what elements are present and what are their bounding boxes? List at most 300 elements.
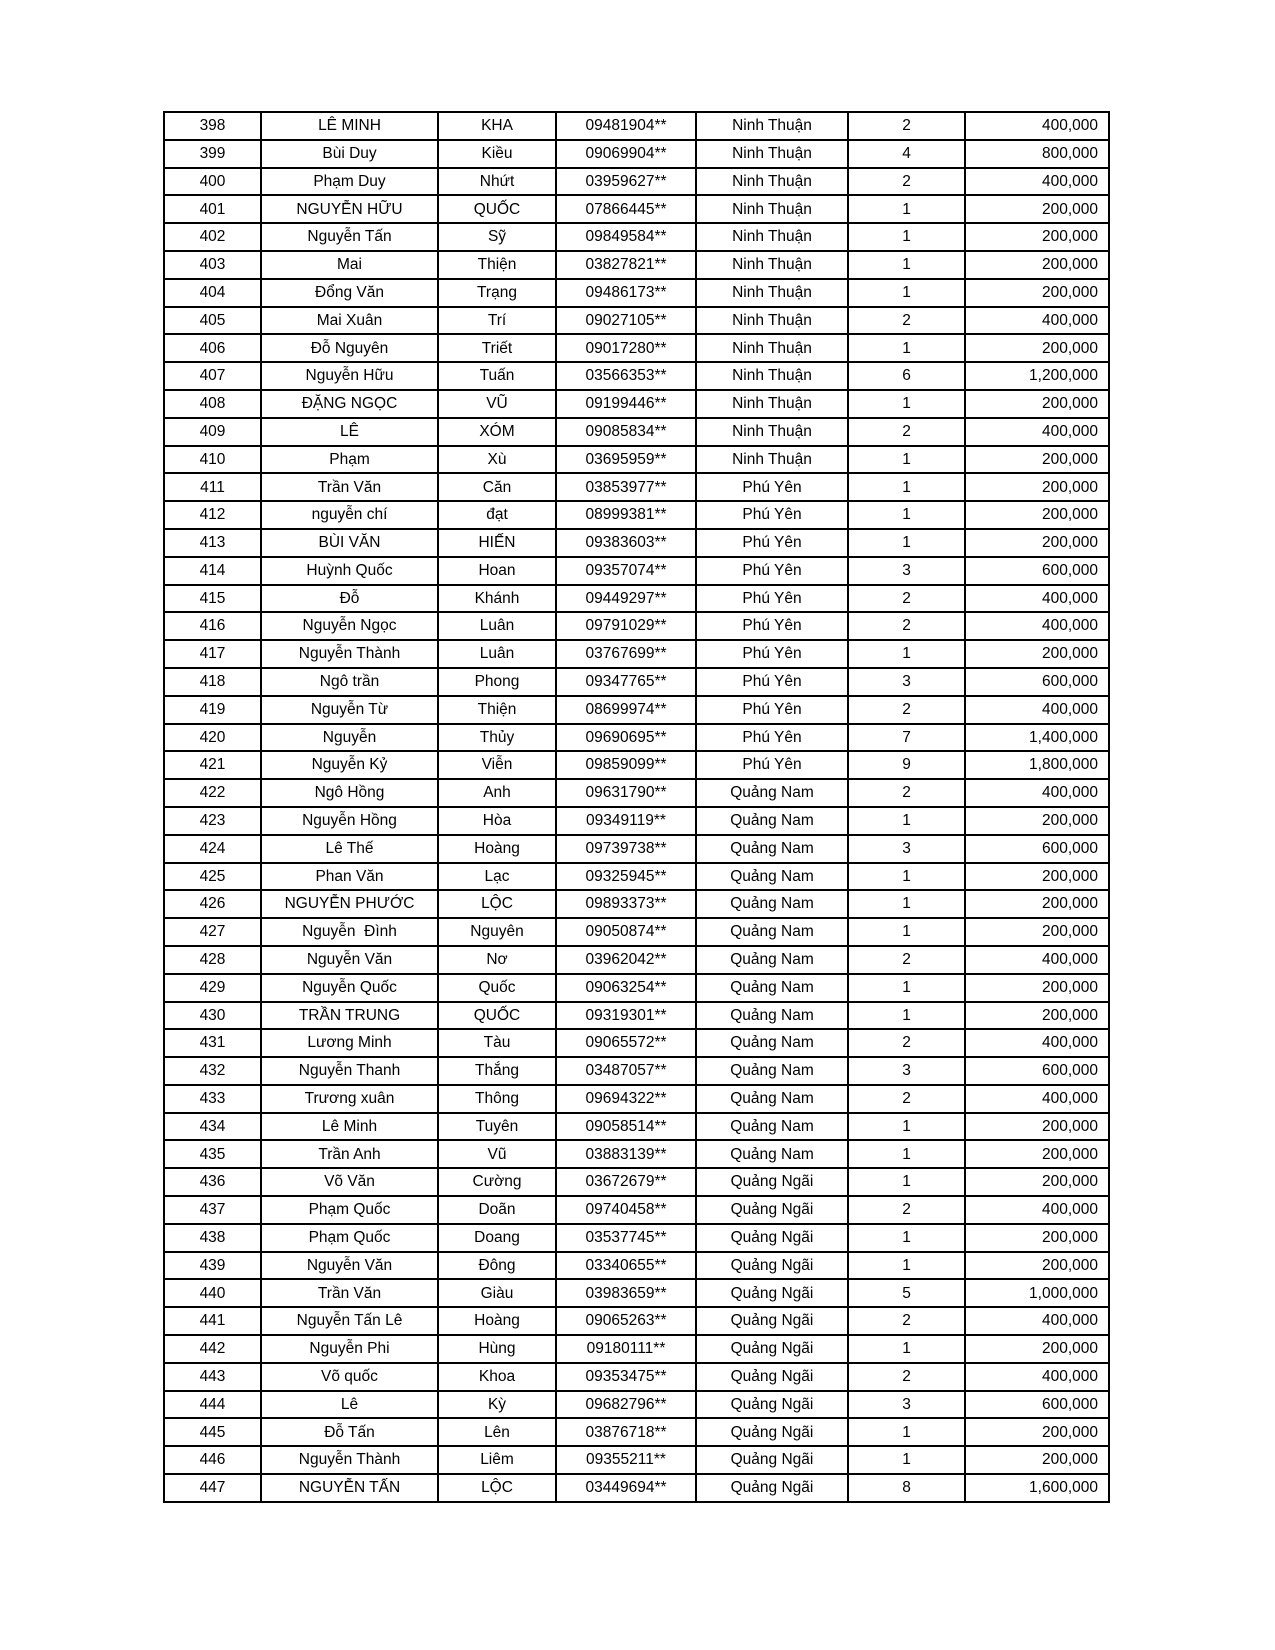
cell-amount: 200,000 xyxy=(965,1224,1109,1252)
cell-first-middle-name: Trần Văn xyxy=(261,473,438,501)
cell-first-middle-name: Phan Văn xyxy=(261,863,438,891)
cell-phone-masked: 09355211** xyxy=(556,1446,696,1474)
cell-province: Ninh Thuận xyxy=(696,168,848,196)
cell-quantity: 1 xyxy=(848,974,965,1002)
table-row xyxy=(164,1307,1109,1335)
cell-last-name: Thắng xyxy=(438,1057,556,1085)
beneficiary-table xyxy=(163,111,1110,1503)
cell-first-middle-name: LÊ MINH xyxy=(261,112,438,140)
cell-amount: 200,000 xyxy=(965,1418,1109,1446)
cell-phone-masked: 09859099** xyxy=(556,751,696,779)
cell-first-middle-name: Nguyễn Ngọc xyxy=(261,612,438,640)
cell-row-number: 428 xyxy=(164,946,261,974)
table-row xyxy=(164,779,1109,807)
table-row xyxy=(164,473,1109,501)
cell-first-middle-name: ĐẶNG NGỌC xyxy=(261,390,438,418)
cell-amount: 400,000 xyxy=(965,1307,1109,1335)
cell-last-name: Nơ xyxy=(438,946,556,974)
cell-last-name: LỘC xyxy=(438,890,556,918)
cell-province: Quảng Ngãi xyxy=(696,1279,848,1307)
cell-quantity: 1 xyxy=(848,279,965,307)
cell-amount: 600,000 xyxy=(965,557,1109,585)
cell-last-name: đạt xyxy=(438,501,556,529)
cell-row-number: 398 xyxy=(164,112,261,140)
cell-row-number: 411 xyxy=(164,473,261,501)
table-row xyxy=(164,974,1109,1002)
cell-last-name: VŨ xyxy=(438,390,556,418)
cell-quantity: 1 xyxy=(848,473,965,501)
cell-province: Ninh Thuận xyxy=(696,418,848,446)
cell-first-middle-name: Đổng Văn xyxy=(261,279,438,307)
cell-amount: 200,000 xyxy=(965,1140,1109,1168)
table-row xyxy=(164,1446,1109,1474)
cell-row-number: 431 xyxy=(164,1029,261,1057)
cell-quantity: 1 xyxy=(848,1113,965,1141)
cell-quantity: 1 xyxy=(848,334,965,362)
cell-province: Quảng Ngãi xyxy=(696,1252,848,1280)
cell-quantity: 2 xyxy=(848,1307,965,1335)
cell-amount: 400,000 xyxy=(965,612,1109,640)
table-row xyxy=(164,1168,1109,1196)
cell-phone-masked: 09739738** xyxy=(556,835,696,863)
cell-amount: 1,400,000 xyxy=(965,724,1109,752)
table-row xyxy=(164,640,1109,668)
cell-amount: 1,200,000 xyxy=(965,362,1109,390)
cell-first-middle-name: Trần Văn xyxy=(261,1279,438,1307)
cell-first-middle-name: Đỗ Nguyên xyxy=(261,334,438,362)
cell-province: Ninh Thuận xyxy=(696,140,848,168)
cell-first-middle-name: Huỳnh Quốc xyxy=(261,557,438,585)
cell-last-name: Sỹ xyxy=(438,223,556,251)
cell-last-name: HIẾN xyxy=(438,529,556,557)
cell-last-name: Tuấn xyxy=(438,362,556,390)
cell-province: Ninh Thuận xyxy=(696,223,848,251)
cell-amount: 200,000 xyxy=(965,195,1109,223)
table-row xyxy=(164,1196,1109,1224)
cell-first-middle-name: Ngô trần xyxy=(261,668,438,696)
cell-amount: 800,000 xyxy=(965,140,1109,168)
cell-amount: 200,000 xyxy=(965,279,1109,307)
cell-phone-masked: 09893373** xyxy=(556,890,696,918)
cell-row-number: 419 xyxy=(164,696,261,724)
cell-row-number: 406 xyxy=(164,334,261,362)
cell-last-name: Doang xyxy=(438,1224,556,1252)
cell-quantity: 2 xyxy=(848,585,965,613)
cell-quantity: 2 xyxy=(848,1085,965,1113)
cell-last-name: Thủy xyxy=(438,724,556,752)
cell-province: Phú Yên xyxy=(696,585,848,613)
cell-amount: 200,000 xyxy=(965,1446,1109,1474)
cell-province: Ninh Thuận xyxy=(696,362,848,390)
cell-province: Quảng Nam xyxy=(696,946,848,974)
cell-quantity: 1 xyxy=(848,1418,965,1446)
cell-row-number: 400 xyxy=(164,168,261,196)
cell-province: Quảng Ngãi xyxy=(696,1474,848,1502)
cell-row-number: 407 xyxy=(164,362,261,390)
cell-phone-masked: 03983659** xyxy=(556,1279,696,1307)
cell-phone-masked: 03959627** xyxy=(556,168,696,196)
table-row xyxy=(164,418,1109,446)
cell-phone-masked: 09849584** xyxy=(556,223,696,251)
cell-quantity: 8 xyxy=(848,1474,965,1502)
cell-last-name: Hoàng xyxy=(438,1307,556,1335)
cell-row-number: 429 xyxy=(164,974,261,1002)
cell-phone-masked: 03566353** xyxy=(556,362,696,390)
cell-phone-masked: 03537745** xyxy=(556,1224,696,1252)
cell-row-number: 412 xyxy=(164,501,261,529)
cell-province: Quảng Ngãi xyxy=(696,1363,848,1391)
cell-quantity: 2 xyxy=(848,696,965,724)
cell-amount: 600,000 xyxy=(965,835,1109,863)
table-row xyxy=(164,307,1109,335)
cell-row-number: 415 xyxy=(164,585,261,613)
cell-row-number: 438 xyxy=(164,1224,261,1252)
cell-first-middle-name: TRẦN TRUNG xyxy=(261,1002,438,1030)
cell-amount: 400,000 xyxy=(965,168,1109,196)
cell-first-middle-name: Lê Minh xyxy=(261,1113,438,1141)
cell-phone-masked: 09027105** xyxy=(556,307,696,335)
cell-last-name: Quốc xyxy=(438,974,556,1002)
cell-last-name: Xù xyxy=(438,446,556,474)
cell-row-number: 409 xyxy=(164,418,261,446)
cell-phone-masked: 09383603** xyxy=(556,529,696,557)
table-row xyxy=(164,529,1109,557)
table-row xyxy=(164,390,1109,418)
cell-amount: 200,000 xyxy=(965,501,1109,529)
cell-last-name: Giàu xyxy=(438,1279,556,1307)
cell-row-number: 408 xyxy=(164,390,261,418)
cell-phone-masked: 03340655** xyxy=(556,1252,696,1280)
cell-amount: 600,000 xyxy=(965,668,1109,696)
cell-amount: 400,000 xyxy=(965,1085,1109,1113)
table-row xyxy=(164,112,1109,140)
cell-first-middle-name: Ngô Hồng xyxy=(261,779,438,807)
cell-phone-masked: 09486173** xyxy=(556,279,696,307)
cell-province: Quảng Nam xyxy=(696,1029,848,1057)
cell-last-name: Khánh xyxy=(438,585,556,613)
cell-row-number: 416 xyxy=(164,612,261,640)
cell-last-name: Doãn xyxy=(438,1196,556,1224)
cell-amount: 400,000 xyxy=(965,1029,1109,1057)
cell-last-name: Phong xyxy=(438,668,556,696)
cell-phone-masked: 09085834** xyxy=(556,418,696,446)
table-row xyxy=(164,863,1109,891)
cell-province: Quảng Nam xyxy=(696,890,848,918)
cell-row-number: 433 xyxy=(164,1085,261,1113)
cell-first-middle-name: Đỗ Tấn xyxy=(261,1418,438,1446)
table-row xyxy=(164,334,1109,362)
cell-province: Quảng Ngãi xyxy=(696,1168,848,1196)
cell-phone-masked: 09199446** xyxy=(556,390,696,418)
table-row xyxy=(164,1113,1109,1141)
cell-first-middle-name: Phạm Quốc xyxy=(261,1224,438,1252)
cell-last-name: Liêm xyxy=(438,1446,556,1474)
cell-province: Quảng Ngãi xyxy=(696,1335,848,1363)
cell-row-number: 402 xyxy=(164,223,261,251)
cell-phone-masked: 08699974** xyxy=(556,696,696,724)
cell-amount: 200,000 xyxy=(965,529,1109,557)
cell-last-name: Nhứt xyxy=(438,168,556,196)
cell-phone-masked: 09449297** xyxy=(556,585,696,613)
cell-amount: 1,000,000 xyxy=(965,1279,1109,1307)
cell-row-number: 405 xyxy=(164,307,261,335)
cell-last-name: Tuyên xyxy=(438,1113,556,1141)
cell-province: Phú Yên xyxy=(696,529,848,557)
cell-row-number: 403 xyxy=(164,251,261,279)
cell-amount: 600,000 xyxy=(965,1057,1109,1085)
cell-last-name: Căn xyxy=(438,473,556,501)
cell-last-name: Tàu xyxy=(438,1029,556,1057)
cell-last-name: Nguyên xyxy=(438,918,556,946)
cell-quantity: 1 xyxy=(848,1140,965,1168)
cell-row-number: 435 xyxy=(164,1140,261,1168)
table-row xyxy=(164,668,1109,696)
cell-row-number: 446 xyxy=(164,1446,261,1474)
cell-province: Phú Yên xyxy=(696,751,848,779)
cell-last-name: Anh xyxy=(438,779,556,807)
cell-row-number: 445 xyxy=(164,1418,261,1446)
cell-phone-masked: 08999381** xyxy=(556,501,696,529)
cell-province: Ninh Thuận xyxy=(696,334,848,362)
cell-quantity: 3 xyxy=(848,557,965,585)
cell-last-name: Hoàng xyxy=(438,835,556,863)
table-row xyxy=(164,446,1109,474)
cell-amount: 200,000 xyxy=(965,1113,1109,1141)
cell-first-middle-name: Nguyễn Tấn Lê xyxy=(261,1307,438,1335)
cell-amount: 600,000 xyxy=(965,1391,1109,1419)
cell-last-name: Lạc xyxy=(438,863,556,891)
cell-last-name: Khoa xyxy=(438,1363,556,1391)
cell-quantity: 2 xyxy=(848,418,965,446)
cell-first-middle-name: Nguyễn Văn xyxy=(261,946,438,974)
cell-province: Quảng Nam xyxy=(696,863,848,891)
cell-row-number: 440 xyxy=(164,1279,261,1307)
cell-amount: 400,000 xyxy=(965,946,1109,974)
cell-first-middle-name: Nguyễn Quốc xyxy=(261,974,438,1002)
cell-amount: 400,000 xyxy=(965,1363,1109,1391)
cell-row-number: 417 xyxy=(164,640,261,668)
cell-phone-masked: 03672679** xyxy=(556,1168,696,1196)
cell-province: Phú Yên xyxy=(696,640,848,668)
cell-amount: 400,000 xyxy=(965,779,1109,807)
cell-first-middle-name: Lương Minh xyxy=(261,1029,438,1057)
table-row xyxy=(164,279,1109,307)
table-row xyxy=(164,918,1109,946)
table-row xyxy=(164,1252,1109,1280)
cell-amount: 200,000 xyxy=(965,640,1109,668)
cell-row-number: 414 xyxy=(164,557,261,585)
cell-quantity: 2 xyxy=(848,1029,965,1057)
cell-quantity: 1 xyxy=(848,1224,965,1252)
cell-row-number: 421 xyxy=(164,751,261,779)
cell-quantity: 3 xyxy=(848,668,965,696)
cell-province: Ninh Thuận xyxy=(696,279,848,307)
cell-province: Quảng Nam xyxy=(696,779,848,807)
cell-row-number: 418 xyxy=(164,668,261,696)
cell-row-number: 444 xyxy=(164,1391,261,1419)
cell-row-number: 413 xyxy=(164,529,261,557)
table-row xyxy=(164,1474,1109,1502)
cell-quantity: 1 xyxy=(848,1002,965,1030)
cell-row-number: 420 xyxy=(164,724,261,752)
cell-amount: 200,000 xyxy=(965,974,1109,1002)
cell-phone-masked: 03449694** xyxy=(556,1474,696,1502)
cell-quantity: 1 xyxy=(848,890,965,918)
cell-first-middle-name: nguyễn chí xyxy=(261,501,438,529)
cell-quantity: 1 xyxy=(848,195,965,223)
cell-quantity: 2 xyxy=(848,112,965,140)
table-row xyxy=(164,362,1109,390)
cell-first-middle-name: Nguyễn Thành xyxy=(261,640,438,668)
cell-last-name: QUỐC xyxy=(438,195,556,223)
cell-row-number: 447 xyxy=(164,1474,261,1502)
cell-first-middle-name: Lê xyxy=(261,1391,438,1419)
cell-last-name: Kiều xyxy=(438,140,556,168)
cell-quantity: 1 xyxy=(848,1168,965,1196)
cell-quantity: 1 xyxy=(848,390,965,418)
cell-last-name: Hòa xyxy=(438,807,556,835)
cell-last-name: Cường xyxy=(438,1168,556,1196)
cell-amount: 200,000 xyxy=(965,446,1109,474)
cell-phone-masked: 03876718** xyxy=(556,1418,696,1446)
cell-province: Phú Yên xyxy=(696,724,848,752)
cell-first-middle-name: Nguyễn Đình xyxy=(261,918,438,946)
cell-phone-masked: 09325945** xyxy=(556,863,696,891)
cell-row-number: 426 xyxy=(164,890,261,918)
table-row xyxy=(164,751,1109,779)
cell-quantity: 2 xyxy=(848,307,965,335)
cell-first-middle-name: Võ quốc xyxy=(261,1363,438,1391)
cell-quantity: 1 xyxy=(848,863,965,891)
table-row xyxy=(164,724,1109,752)
cell-last-name: QUỐC xyxy=(438,1002,556,1030)
cell-phone-masked: 09353475** xyxy=(556,1363,696,1391)
table-row xyxy=(164,501,1109,529)
cell-row-number: 425 xyxy=(164,863,261,891)
cell-quantity: 2 xyxy=(848,946,965,974)
cell-phone-masked: 03767699** xyxy=(556,640,696,668)
cell-quantity: 5 xyxy=(848,1279,965,1307)
cell-province: Ninh Thuận xyxy=(696,195,848,223)
cell-first-middle-name: LÊ xyxy=(261,418,438,446)
cell-row-number: 442 xyxy=(164,1335,261,1363)
cell-quantity: 1 xyxy=(848,446,965,474)
cell-phone-masked: 09050874** xyxy=(556,918,696,946)
cell-province: Ninh Thuận xyxy=(696,446,848,474)
cell-province: Quảng Nam xyxy=(696,1085,848,1113)
cell-amount: 400,000 xyxy=(965,1196,1109,1224)
cell-row-number: 401 xyxy=(164,195,261,223)
table-row xyxy=(164,1418,1109,1446)
cell-first-middle-name: NGUYỄN HỮU xyxy=(261,195,438,223)
cell-phone-masked: 09065263** xyxy=(556,1307,696,1335)
cell-first-middle-name: Bùi Duy xyxy=(261,140,438,168)
cell-row-number: 437 xyxy=(164,1196,261,1224)
cell-province: Quảng Ngãi xyxy=(696,1224,848,1252)
cell-first-middle-name: Trần Anh xyxy=(261,1140,438,1168)
cell-amount: 200,000 xyxy=(965,1168,1109,1196)
cell-row-number: 434 xyxy=(164,1113,261,1141)
cell-amount: 200,000 xyxy=(965,473,1109,501)
cell-phone-masked: 03487057** xyxy=(556,1057,696,1085)
table-row xyxy=(164,807,1109,835)
cell-row-number: 443 xyxy=(164,1363,261,1391)
cell-amount: 400,000 xyxy=(965,418,1109,446)
cell-phone-masked: 09690695** xyxy=(556,724,696,752)
cell-amount: 400,000 xyxy=(965,696,1109,724)
cell-province: Quảng Ngãi xyxy=(696,1446,848,1474)
cell-phone-masked: 09349119** xyxy=(556,807,696,835)
cell-quantity: 1 xyxy=(848,251,965,279)
cell-last-name: Viễn xyxy=(438,751,556,779)
table-row xyxy=(164,1224,1109,1252)
cell-amount: 200,000 xyxy=(965,1252,1109,1280)
cell-first-middle-name: Mai Xuân xyxy=(261,307,438,335)
table-row xyxy=(164,557,1109,585)
cell-first-middle-name: Nguyễn Kỷ xyxy=(261,751,438,779)
table-row xyxy=(164,890,1109,918)
cell-last-name: Thiện xyxy=(438,696,556,724)
cell-first-middle-name: Mai xyxy=(261,251,438,279)
cell-phone-masked: 09347765** xyxy=(556,668,696,696)
cell-phone-masked: 03827821** xyxy=(556,251,696,279)
cell-province: Ninh Thuận xyxy=(696,390,848,418)
cell-row-number: 436 xyxy=(164,1168,261,1196)
cell-province: Quảng Nam xyxy=(696,1057,848,1085)
cell-quantity: 1 xyxy=(848,807,965,835)
cell-first-middle-name: Nguyễn xyxy=(261,724,438,752)
table-row xyxy=(164,140,1109,168)
cell-last-name: LỘC xyxy=(438,1474,556,1502)
cell-province: Ninh Thuận xyxy=(696,112,848,140)
cell-amount: 200,000 xyxy=(965,223,1109,251)
cell-phone-masked: 09791029** xyxy=(556,612,696,640)
cell-last-name: Trạng xyxy=(438,279,556,307)
cell-row-number: 432 xyxy=(164,1057,261,1085)
cell-phone-masked: 09694322** xyxy=(556,1085,696,1113)
table-row xyxy=(164,946,1109,974)
cell-quantity: 1 xyxy=(848,1335,965,1363)
table-row xyxy=(164,1085,1109,1113)
table-row xyxy=(164,195,1109,223)
cell-phone-masked: 09631790** xyxy=(556,779,696,807)
table-row xyxy=(164,1140,1109,1168)
cell-province: Quảng Nam xyxy=(696,1002,848,1030)
cell-province: Phú Yên xyxy=(696,668,848,696)
table-row xyxy=(164,1279,1109,1307)
cell-amount: 400,000 xyxy=(965,307,1109,335)
cell-row-number: 424 xyxy=(164,835,261,863)
cell-amount: 200,000 xyxy=(965,390,1109,418)
cell-first-middle-name: Đỗ xyxy=(261,585,438,613)
cell-row-number: 439 xyxy=(164,1252,261,1280)
cell-quantity: 2 xyxy=(848,1363,965,1391)
cell-province: Phú Yên xyxy=(696,501,848,529)
cell-first-middle-name: Trương xuân xyxy=(261,1085,438,1113)
cell-amount: 200,000 xyxy=(965,807,1109,835)
table-row xyxy=(164,835,1109,863)
cell-phone-masked: 03695959** xyxy=(556,446,696,474)
cell-quantity: 1 xyxy=(848,1446,965,1474)
cell-province: Phú Yên xyxy=(696,557,848,585)
cell-last-name: Kỳ xyxy=(438,1391,556,1419)
cell-quantity: 3 xyxy=(848,1057,965,1085)
cell-phone-masked: 09065572** xyxy=(556,1029,696,1057)
table-row xyxy=(164,1363,1109,1391)
cell-quantity: 2 xyxy=(848,779,965,807)
cell-quantity: 2 xyxy=(848,168,965,196)
cell-province: Phú Yên xyxy=(696,612,848,640)
